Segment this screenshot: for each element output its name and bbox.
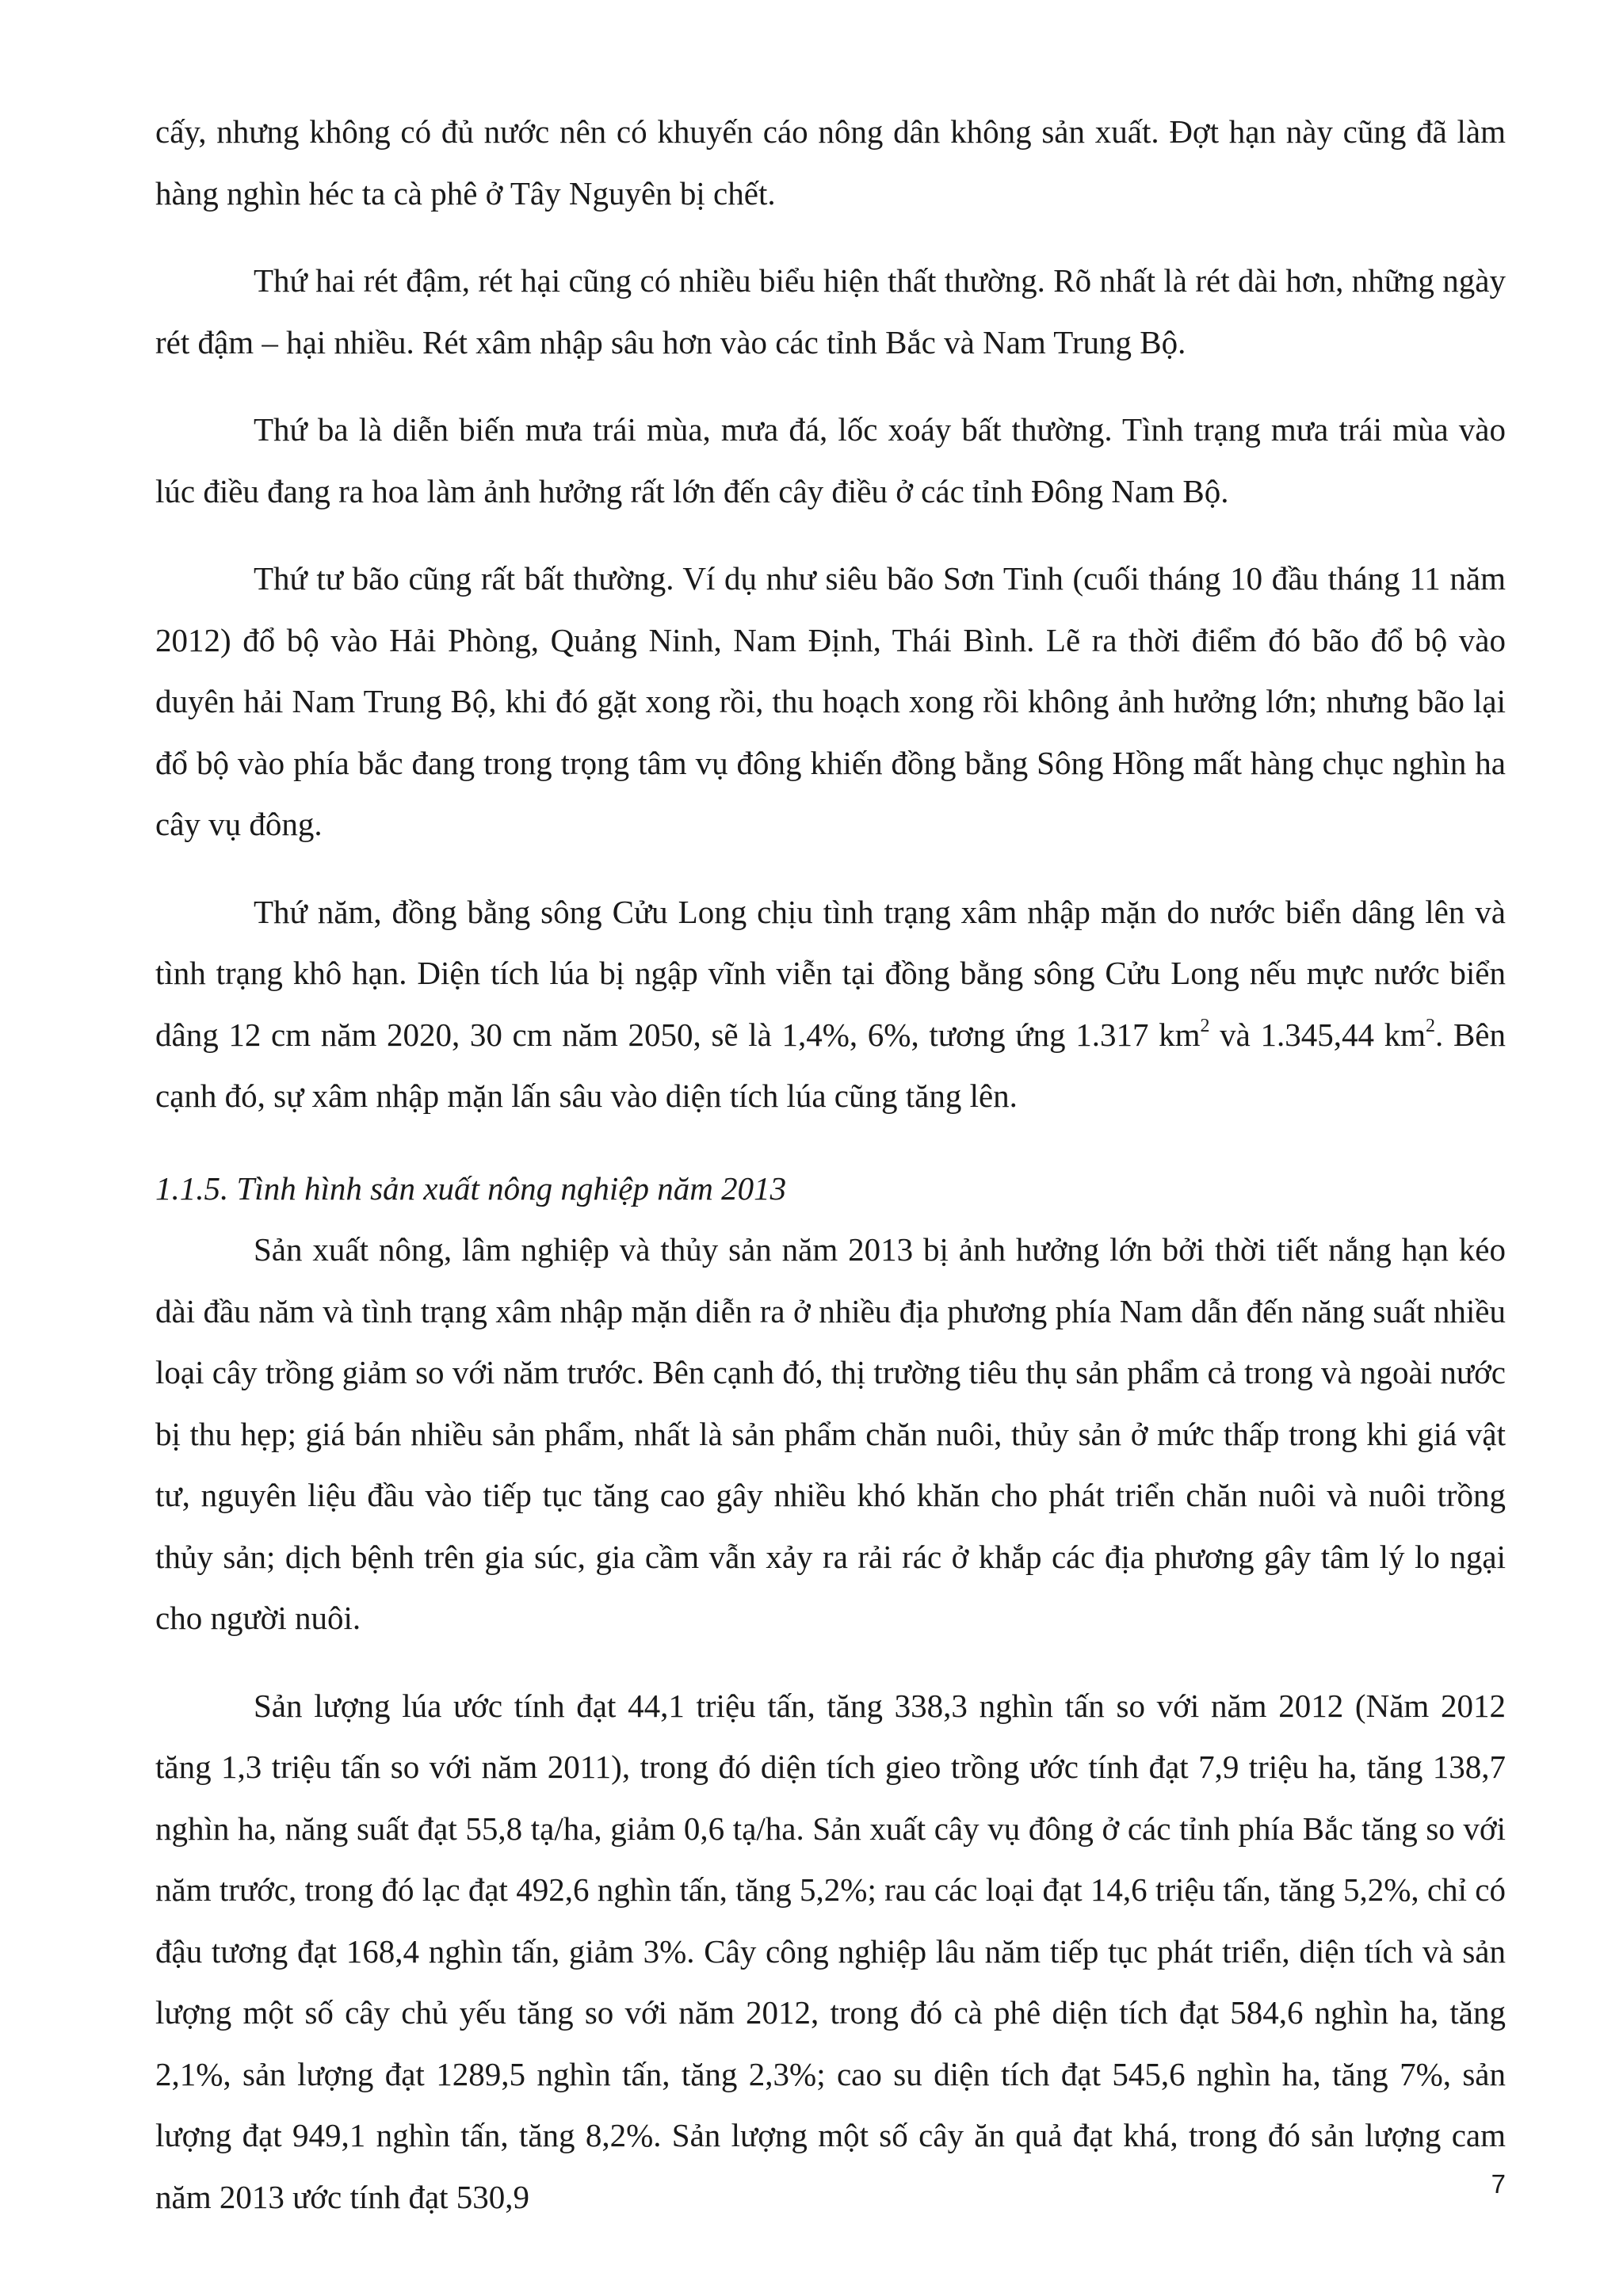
salinity-text-3: . Bên cạnh đó, sự xâm nhập mặn lấn sâu vào diện tích lúa cũng tăng lên.: [155, 1016, 1506, 1114]
superscript-squared-2: 2: [1426, 1015, 1436, 1036]
paragraph-production-2013: Sản xuất nông, lâm nghiệp và thủy sản năm 2013 bị ảnh hưởng lớn bởi thời tiết nắng hạn kéo dài đầu năm và tình trạng xâm nhập mặn diễn ra ở nhiều địa phương phía Nam dẫn đến năng suất nhiều loại cây trồng giảm so với năm trước. Bên cạnh đó, thị trường tiêu thụ sản phẩm cả trong và ngoài nước bị thu hẹp; giá bán nhiều sản phẩm, nhất là sản phẩm chăn nuôi, thủy sản ở mức thấp trong khi giá vật tư, nguyên liệu đầu vào tiếp tục tăng cao gây nhiều khó khăn cho phát triển chăn nuôi và nuôi trồng thủy sản; dịch bệnh trên gia súc, gia cầm vẫn xảy ra rải rác ở khắp các địa phương gây tâm lý lo ngại cho người nuôi.: [155, 1231, 1506, 1636]
section-heading: 1.1.5. Tình hình sản xuất nông nghiệp năm 2013: [155, 1169, 787, 1207]
paragraph-rice-output: Sản lượng lúa ước tính đạt 44,1 triệu tấn, tăng 338,3 nghìn tấn so với năm 2012 (Năm 2012 tăng 1,3 triệu tấn so với năm 2011), trong đó diện tích gieo trồng ước tính đạt 7,9 triệu ha, tăng 138,7 nghìn ha, năng suất đạt 55,8 tạ/ha, giảm 0,6 tạ/ha. Sản xuất cây vụ đông ở các tỉnh phía Bắc tăng so với năm trước, trong đó lạc đạt 492,6 nghìn tấn, tăng 5,2%; rau các loại đạt 14,6 triệu tấn, tăng 5,2%, chỉ có đậu tương đạt 168,4 nghìn tấn, giảm 3%. Cây công nghiệp lâu năm tiếp tục phát triển, diện tích và sản lượng một số cây chủ yếu tăng so với năm 2012, trong đó cà phê diện tích đạt 584,6 nghìn ha, tăng 2,1%, sản lượng đạt 1289,5 nghìn tấn, tăng 2,3%; cao su diện tích đạt 545,6 nghìn ha, tăng 7%, sản lượng đạt 949,1 nghìn tấn, tăng 8,2%. Sản lượng một số cây ăn quả đạt khá, trong đó sản lượng cam năm 2013 ước tính đạt 530,9: [155, 1687, 1506, 2215]
paragraph-cold-spells: Thứ hai rét đậm, rét hại cũng có nhiều biểu hiện thất thường. Rõ nhất là rét dài hơn, những ngày rét đậm – hại nhiều. Rét xâm nhập sâu hơn vào các tỉnh Bắc và Nam Trung Bộ.: [155, 262, 1506, 360]
document-page: [155, 101, 1506, 2228]
paragraph-salinity-intrusion: [155, 882, 1506, 1127]
salinity-text-1: Thứ năm, đồng bằng sông Cửu Long chịu tình trạng xâm nhập mặn do nước biển dâng lên và tình trạng khô hạn. Diện tích lúa bị ngập vĩnh viễn tại đồng bằng sông Cửu Long nếu mực nước biển dâng 12 cm năm 2020, 30 cm năm 2050, sẽ là 1,4%, 6%, tương ứng 1.317 km: [155, 893, 1506, 1053]
superscript-squared-1: 2: [1200, 1015, 1210, 1036]
paragraph-storms: Thứ tư bão cũng rất bất thường. Ví dụ như siêu bão Sơn Tinh (cuối tháng 10 đầu tháng 11 năm 2012) đổ bộ vào Hải Phòng, Quảng Ninh, Nam Định, Thái Bình. Lẽ ra thời điểm đó bão đổ bộ vào duyên hải Nam Trung Bộ, khi đó gặt xong rồi, thu hoạch xong rồi không ảnh hưởng lớn; nhưng bão lại đổ bộ vào phía bắc đang trong trọng tâm vụ đông khiến đồng bằng Sông Hồng mất hàng chục nghìn ha cây vụ đông.: [155, 560, 1506, 842]
paragraph-drought-continuation: cấy, nhưng không có đủ nước nên có khuyến cáo nông dân không sản xuất. Đợt hạn này cũng đã làm hàng nghìn héc ta cà phê ở Tây Nguyên bị chết.: [155, 113, 1506, 212]
paragraph-unseasonal-rain: Thứ ba là diễn biến mưa trái mùa, mưa đá, lốc xoáy bất thường. Tình trạng mưa trái mùa vào lúc điều đang ra hoa làm ảnh hưởng rất lớn đến cây điều ở các tỉnh Đông Nam Bộ.: [155, 411, 1506, 509]
salinity-text-2: và 1.345,44 km: [1209, 1016, 1426, 1053]
page-number: 7: [1491, 2169, 1506, 2199]
